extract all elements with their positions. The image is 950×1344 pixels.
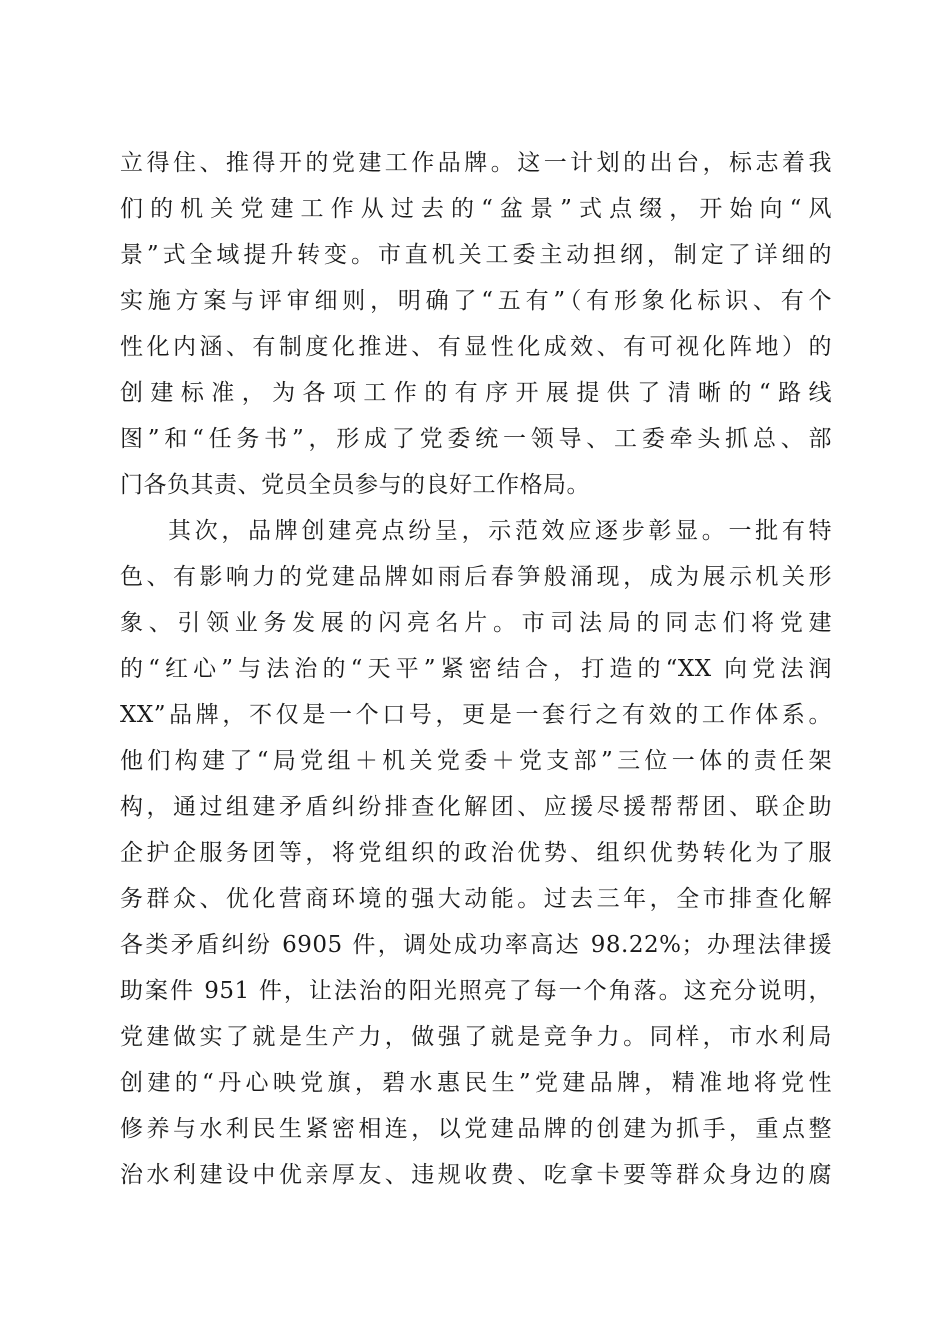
text-line: 党建做实了就是生产力，做强了就是竞争力。同样，市水利局 [120,1024,832,1050]
body-text [120,140,832,1198]
text-line: 构，通过组建矛盾纠纷排查化解团、应援尽援帮帮团、联企助 [120,794,832,820]
text-line: XX”品牌，不仅是一个口号，更是一套行之有效的工作体系。 [120,702,832,728]
text-line: 创建标准，为各项工作的有序开展提供了清晰的“路线 [120,380,832,406]
text-line: 务群众、优化营商环境的强大动能。过去三年，全市排查化解 [120,886,832,912]
text-line: 实施方案与评审细则，明确了“五有”（有形象化标识、有个 [120,288,832,314]
text-line: 各类矛盾纠纷 6905 件，调处成功率高达 98.22%；办理法律援 [120,932,832,958]
text-line: 他们构建了“局党组＋机关党委＋党支部”三位一体的责任架 [120,748,832,774]
text-line: 其次，品牌创建亮点纷呈，示范效应逐步彰显。一批有特 [168,518,832,544]
text-line: 门各负其责、党员全员参与的良好工作格局。 [120,472,590,498]
text-line: 色、有影响力的党建品牌如雨后春笋般涌现，成为展示机关形 [120,564,832,590]
text-line: 立得住、推得开的党建工作品牌。这一计划的出台，标志着我 [120,150,832,176]
text-line: 助案件 951 件，让法治的阳光照亮了每一个角落。这充分说明， [120,978,832,1004]
text-line: 象、引领业务发展的闪亮名片。市司法局的同志们将党建 [120,610,832,636]
text-line: 修养与水利民生紧密相连，以党建品牌的创建为抓手，重点整 [120,1116,832,1142]
text-line: 景”式全域提升转变。市直机关工委主动担纲，制定了详细的 [120,242,832,268]
text-line: 创建的“丹心映党旗，碧水惠民生”党建品牌，精准地将党性 [120,1070,832,1096]
text-line: 的“红心”与法治的“天平”紧密结合，打造的“XX 向党法润 [120,656,832,682]
text-line: 性化内涵、有制度化推进、有显性化成效、有可视化阵地）的 [120,334,832,360]
text-line: 图”和“任务书”，形成了党委统一领导、工委牵头抓总、部 [120,426,832,452]
text-line: 企护企服务团等，将党组织的政治优势、组织优势转化为了服 [120,840,832,866]
text-line: 们的机关党建工作从过去的“盆景”式点缀，开始向“风 [120,196,832,222]
text-line: 治水利建设中优亲厚友、违规收费、吃拿卡要等群众身边的腐 [120,1162,832,1188]
